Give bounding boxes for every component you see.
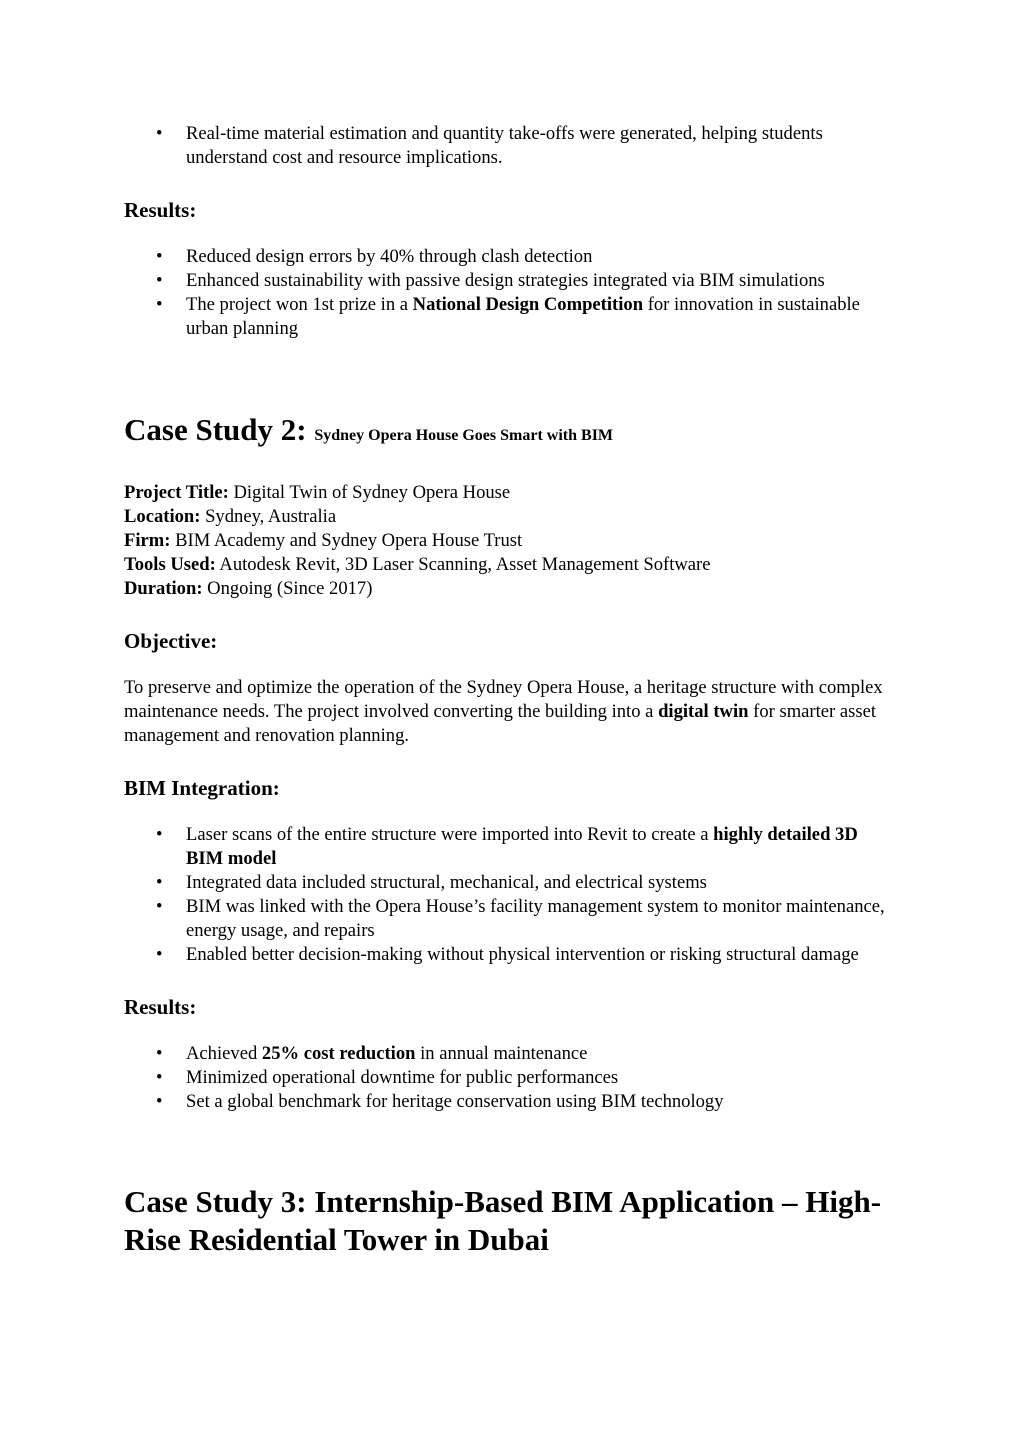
objective-heading: Objective: [124, 629, 218, 653]
meta-duration: Duration: Ongoing (Since 2017) [124, 578, 373, 599]
meta-firm: Firm: BIM Academy and Sydney Opera House Trust [124, 530, 523, 551]
top-bullet-list [124, 122, 899, 170]
list-item: • BIM was linked with the Opera House’s facility management system to monitor maintenance, energy usage, and repairs [124, 895, 899, 943]
meta-location: Location: Sydney, Australia [124, 506, 337, 527]
bim-integration-list [124, 823, 899, 967]
results-list-2 [124, 1042, 899, 1114]
list-item: • The project won 1st prize in a National Design Competition for innovation in sustainable urban planning [124, 293, 899, 341]
list-item: • Real-time material estimation and quantity take-offs were generated, helping students understand cost and resource implications. [124, 122, 899, 170]
bim-integration-heading: BIM Integration: [124, 776, 280, 800]
project-meta [124, 481, 899, 601]
case-study-3-heading: Case Study 3: Internship-Based BIM Application – High-Rise Residential Tower in Dubai [124, 1184, 882, 1257]
results-heading-2: Results: [124, 995, 197, 1019]
list-item: • Minimized operational downtime for public performances [124, 1066, 899, 1090]
results-heading: Results: [124, 198, 197, 222]
list-item: • Enabled better decision-making without physical intervention or risking structural damage [124, 943, 899, 967]
list-item: • Integrated data included structural, mechanical, and electrical systems [124, 871, 899, 895]
document-page [124, 122, 899, 1259]
list-item: • Set a global benchmark for heritage conservation using BIM technology [124, 1090, 899, 1114]
objective-paragraph: To preserve and optimize the operation of the Sydney Opera House, a heritage structure with complex maintenance needs. The project involved converting the building into a digital twin for smarter asset management and renovation planning. [124, 677, 883, 746]
list-item: • Enhanced sustainability with passive design strategies integrated via BIM simulations [124, 269, 899, 293]
meta-tools: Tools Used: Autodesk Revit, 3D Laser Scanning, Asset Management Software [124, 554, 711, 575]
list-item: • Achieved 25% cost reduction in annual maintenance [124, 1042, 899, 1066]
results-list [124, 245, 899, 341]
meta-project-title: Project Title: Digital Twin of Sydney Opera House [124, 482, 511, 503]
case-study-2-heading: Case Study 2: Sydney Opera House Goes Smart with BIM [124, 412, 614, 447]
list-item: • Laser scans of the entire structure were imported into Revit to create a highly detailed 3D BIM model [124, 823, 899, 871]
list-item: • Reduced design errors by 40% through clash detection [124, 245, 899, 269]
